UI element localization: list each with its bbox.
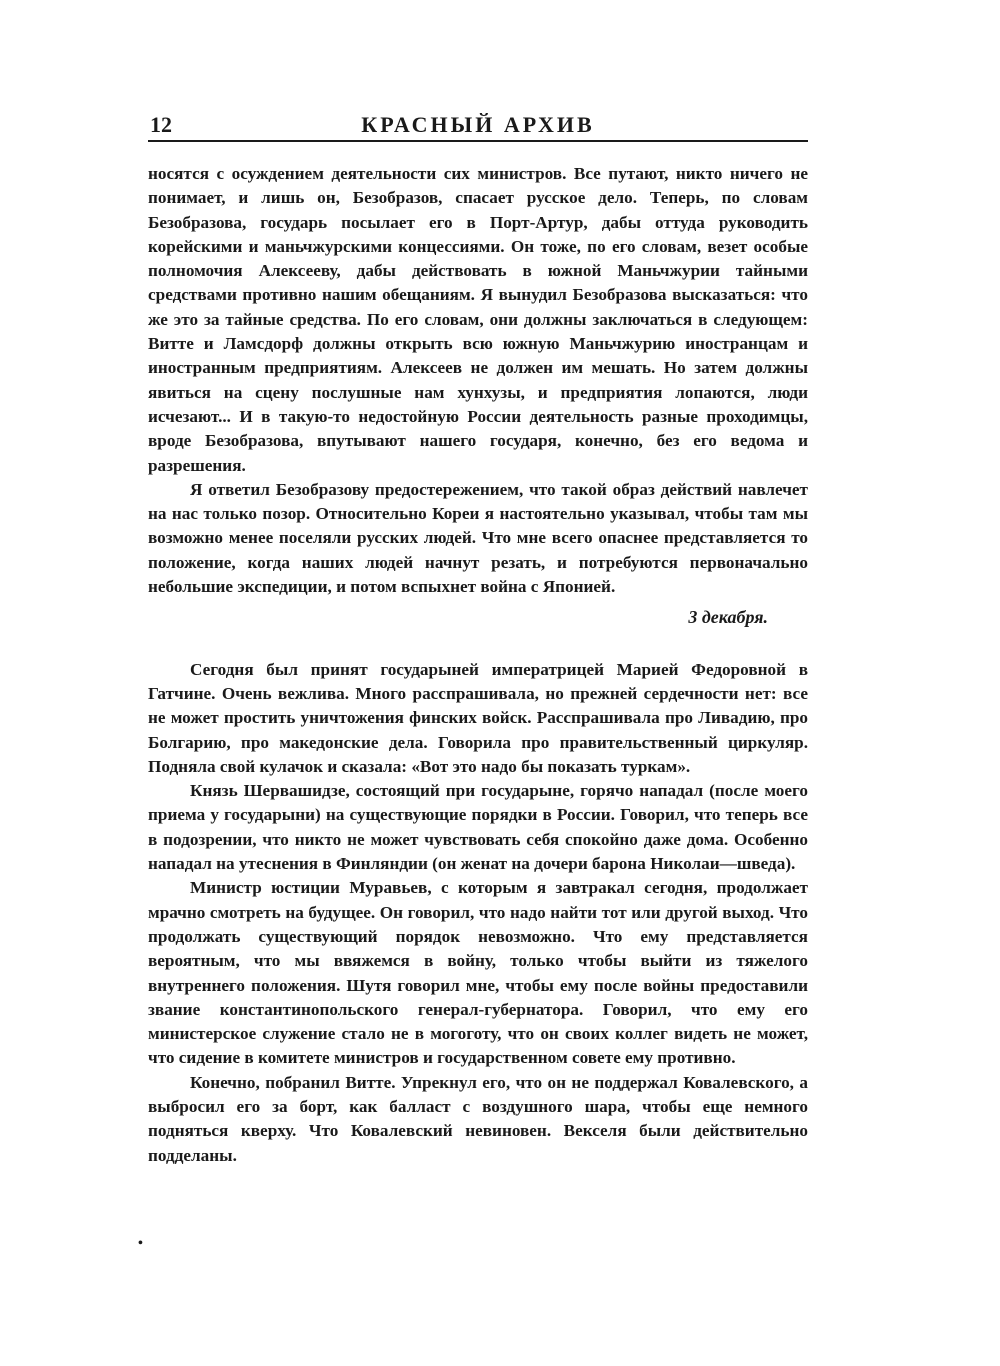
paragraph-1: носятся с осуждением деятельности сих министров. Все путают, никто ничего не понимает, и лишь он, Безобразов, спасает русское дело. Теперь, по словам Безобразова, государь посылает его в Порт-Артур, дабы оттуда руководить корейскими и маньчжурскими концессиями. Он тоже, по его словам, везет особые полномочия Алексееву, дабы действовать в южной Маньчжурии тайными средствами противно нашим обещаниям. Я вынудил Безобразова высказаться: что же это за тайные средства. По его словам, они должны заключаться в следующем: Витте и Ламсдорф должны открыть всю южную Маньчжурию иностранцам и иностранным предприятиям. Алексеев не должен им мешать. Но затем должны явиться на сцену послушные нам хунхузы, и предприятия лопаются, люди исчезают... И в такую-то недостойную России деятельность разные проходимцы, вроде Безобразова, впутывают нашего государя, конечно, без его ведома и разрешения. [148,164,808,475]
running-head [148,110,808,142]
paragraph-5: Министр юстиции Муравьев, с которым я завтракал сегодня, продолжает мрачно смотреть на будущее. Он говорил, что надо найти тот или другой выход. Что продолжать существующий порядок невозможно. Что ему представляется вероятным, что мы ввяжемся в войну, только чтобы выйти из тяжелого внутреннего положения. Шутя говорил мне, чтобы ему после войны предоставили звание константинопольского генерал-губернатора. Говорил, что ему его министерское служение стало не в могоготу, что он своих коллег видеть не может, что сидение в комитете министров и государственном совете ему противно. [148,878,808,1068]
document-body [148,162,808,1168]
page-number: 12 [150,112,172,137]
paragraph-2: Я ответил Безобразову предостережением, что такой образ действий навлечет на нас только позор. Относительно Кореи я настоятельно указывал, чтобы там мы возможно менее поселяли русских людей. Что мне всего опаснее представляется то положение, когда наших людей начнут резать, и потребуются первоначально небольшие экспедиции, и потом вспыхнет война с Японией. [148,479,808,597]
document-page [148,110,808,1168]
paragraph-4: Князь Шервашидзе, состоящий при государыне, горячо нападал (после моего приема у государыни) на существующие порядки в России. Говорил, что теперь все в подозрении, что никто не может чувствовать себя спокойно даже дома. Особенно нападал на утеснения в Финляндии (он женат на дочери барона Николаи—шведа). [148,781,808,874]
paragraph-3: Сегодня был принят государыней императрицей Марией Федоровной в Гатчине. Очень вежлива. Много расспрашивала, но прежней сердечности нет: все не может простить уничтожения финских войск. Расспрашивала про Ливадию, про Болгарию, про македонские дела. Говорила про правительственный циркуляр. Подняла свой кулачок и сказала: «Вот это надо бы показать туркам». [148,659,808,776]
journal-title: КРАСНЫЙ АРХИВ [361,112,595,137]
dateline: 3 декабря. [688,607,768,628]
paragraph-6: Конечно, побранил Витте. Упрекнул его, что он не поддержал Ковалевского, а выбросил его за борт, как балласт с воздушного шара, чтобы еще немного подняться кверху. Что Ковалевский невиновен. Векселя были действительно подделаны. [148,1072,808,1165]
margin-mark: • [138,1236,143,1251]
